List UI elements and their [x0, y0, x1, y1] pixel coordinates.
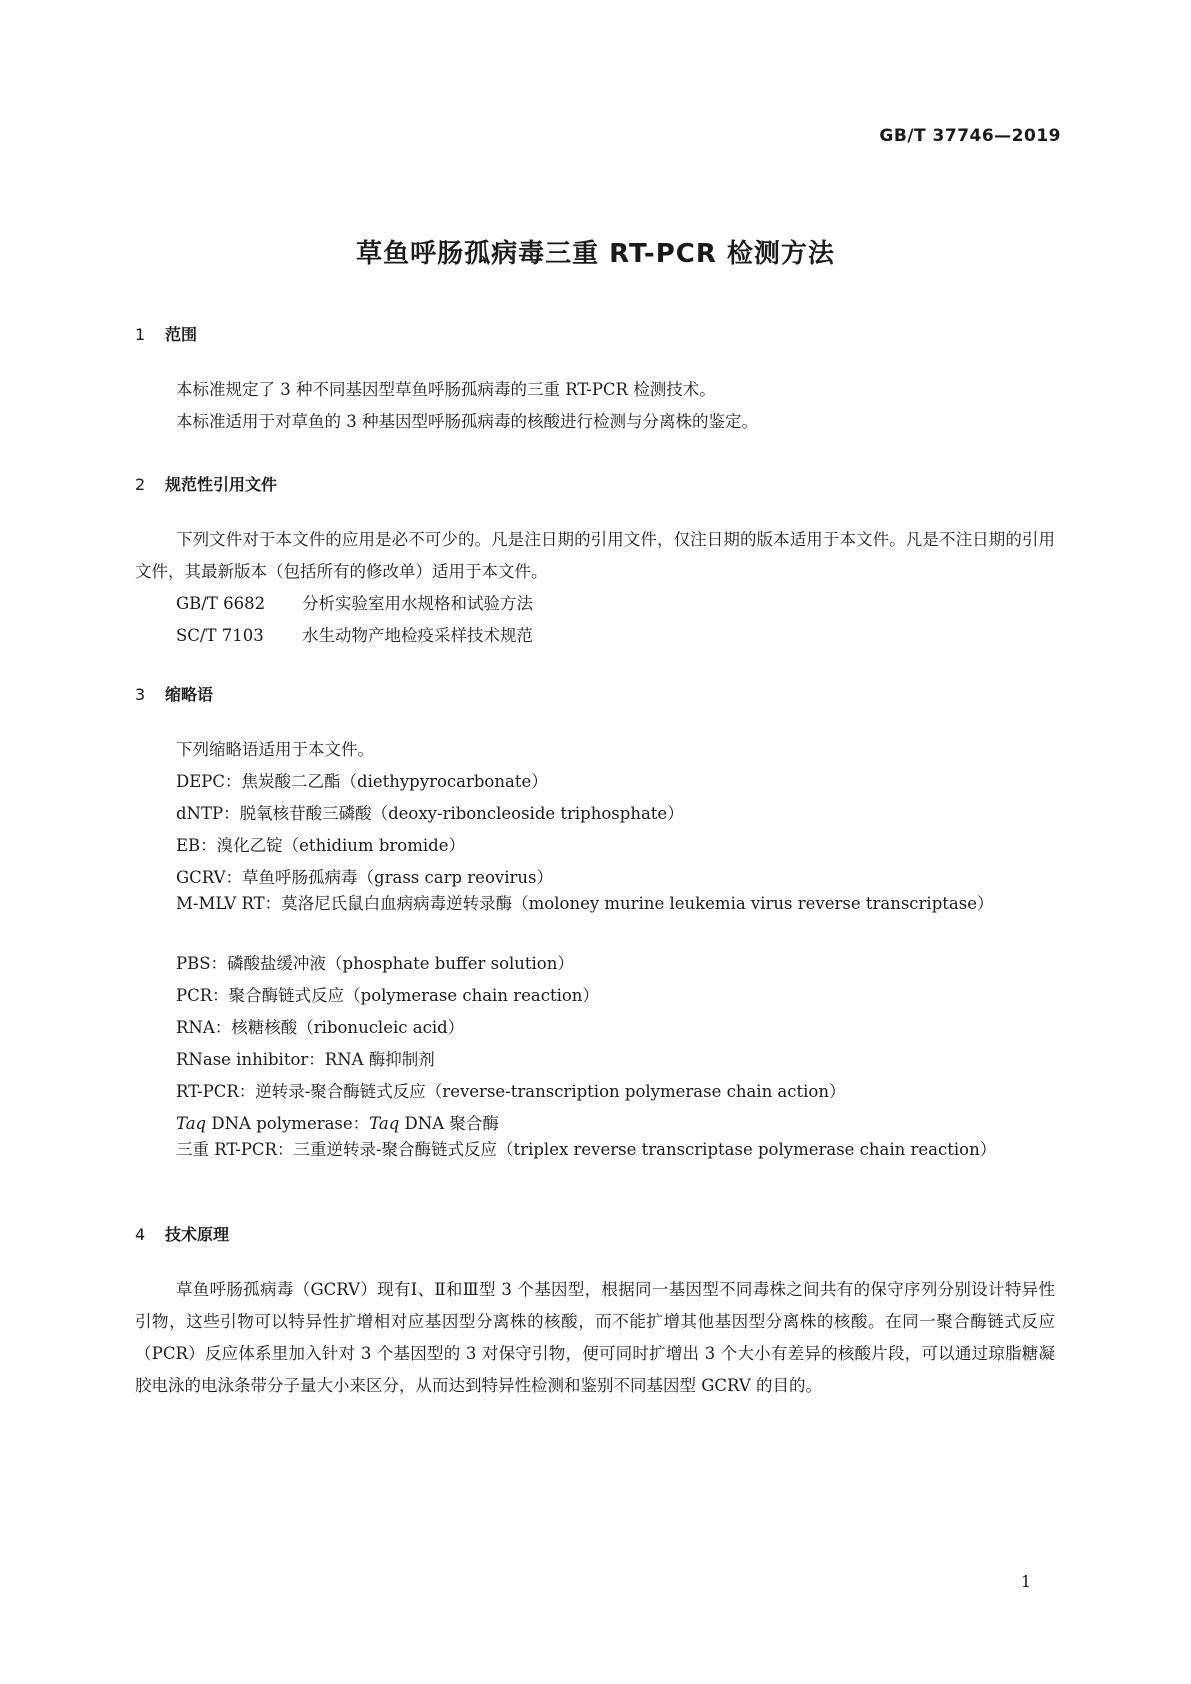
section-1-title: 范围 — [165, 325, 198, 344]
section-3-number: 3 — [135, 685, 146, 704]
abbreviation-item: EB：溴化乙锭（ethidium bromide） — [176, 836, 465, 855]
section-2-intro: 下列文件对于本文件的应用是必不可少的。凡是注日期的引用文件，仅注日期的版本适用于本文件。凡是不注日期的引用文件，其最新版本（包括所有的修改单）适用于本文件。 — [135, 530, 1055, 581]
abbreviation-item: M-MLV RT：莫洛尼氏鼠白血病病毒逆转录酶（moloney murine leukemia virus reverse transcriptase） — [176, 894, 994, 913]
section-1-heading — [135, 322, 197, 345]
section-1-line-2: 本标准适用于对草鱼的 3 种基因型呼肠孤病毒的核酸进行检测与分离株的鉴定。 — [176, 412, 758, 431]
abbreviation-item: PCR：聚合酶链式反应（polymerase chain reaction） — [176, 986, 599, 1005]
section-4-title: 技术原理 — [165, 1225, 230, 1244]
reference-item — [176, 588, 533, 620]
abbreviation-item: dNTP：脱氧核苷酸三磷酸（deoxy-riboncleoside triphosphate） — [176, 804, 684, 823]
page-number: 1 — [1020, 1572, 1031, 1591]
reference-title: 水生动物产地检疫采样技术规范 — [302, 626, 533, 645]
taq-italic-2: Taq — [369, 1114, 400, 1133]
abbreviation-item: GCRV：草鱼呼肠孤病毒（grass carp reovirus） — [176, 868, 553, 887]
taq-mid: DNA polymerase： — [206, 1114, 370, 1133]
abbreviation-item: RT-PCR：逆转录-聚合酶链式反应（reverse-transcription polymerase chain action） — [176, 1082, 846, 1101]
section-4-heading — [135, 1222, 229, 1245]
abbreviation-item: RNase inhibitor：RNA 酶抑制剂 — [176, 1050, 435, 1069]
taq-end: DNA 聚合酶 — [399, 1114, 499, 1133]
abbreviation-item: PBS：磷酸盐缓冲液（phosphate buffer solution） — [176, 954, 574, 973]
section-1-number: 1 — [135, 325, 146, 344]
section-2-title: 规范性引用文件 — [165, 475, 278, 494]
abbreviation-item: DEPC：焦炭酸二乙酯（diethypyrocarbonate） — [176, 772, 548, 791]
standard-code: GB/T 37746—2019 — [879, 126, 1061, 146]
reference-item — [176, 620, 533, 652]
section-4-number: 4 — [135, 1225, 146, 1244]
abbreviation-item: 三重 RT-PCR：三重逆转录-聚合酶链式反应（triplex reverse transcriptase polymerase chain reaction） — [176, 1140, 997, 1159]
section-3-heading — [135, 682, 213, 705]
document-title: 草鱼呼肠孤病毒三重 RT-PCR 检测方法 — [356, 239, 835, 269]
reference-code: GB/T 6682 — [176, 594, 266, 613]
abbreviation-intro: 下列缩略语适用于本文件。 — [176, 740, 374, 759]
reference-code: SC/T 7103 — [176, 626, 264, 645]
section-3-title: 缩略语 — [165, 685, 214, 704]
section-2-number: 2 — [135, 475, 146, 494]
taq-italic: Taq — [176, 1114, 207, 1133]
section-4-paragraph: 草鱼呼肠孤病毒（GCRV）现有Ⅰ、Ⅱ和Ⅲ型 3 个基因型，根据同一基因型不同毒株之间共有的保守序列分别设计特异性引物，这些引物可以特异性扩增相对应基因型分离株的核酸，而不能扩增其他基因型分离株的核酸。在同一聚合酶链式反应（PCR）反应体系里加入针对 3 个基因型的 3 对保守引物，便可同时扩增出 3 个大小有差异的核酸片段，可以通过琼脂糖凝胶电泳的电泳条带分子量大小来区分，从而达到特异性检测和鉴别不同基因型 GCRV 的目的。 — [135, 1280, 1055, 1395]
abbreviation-item: RNA：核糖核酸（ribonucleic acid） — [176, 1018, 465, 1037]
reference-title: 分析实验室用水规格和试验方法 — [302, 594, 533, 613]
section-1-line-1: 本标准规定了 3 种不同基因型草鱼呼肠孤病毒的三重 RT-PCR 检测技术。 — [176, 380, 716, 399]
section-2-heading — [135, 472, 277, 495]
